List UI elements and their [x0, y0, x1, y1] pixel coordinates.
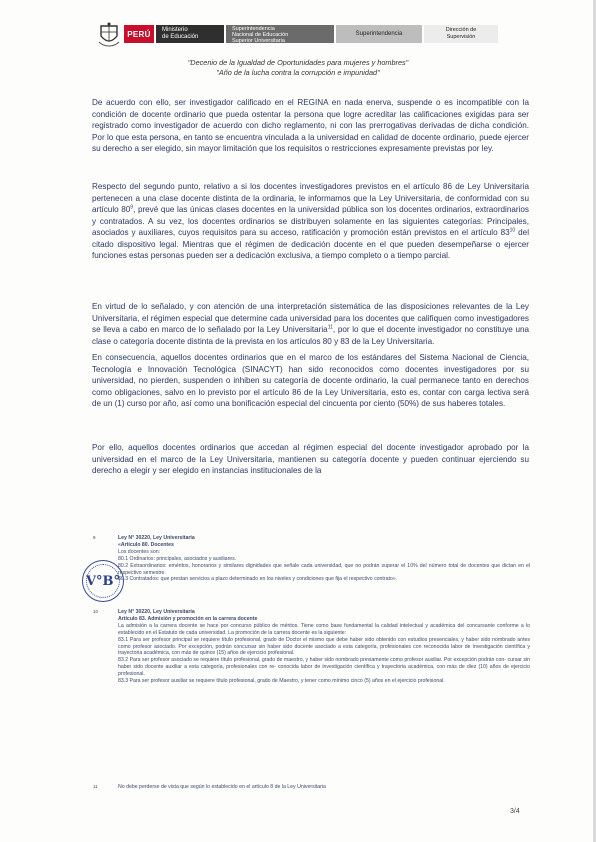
footnote-11-number: 11 [93, 784, 98, 789]
direccion-label: Dirección de Supervisión [424, 25, 498, 43]
sunedu-label: Superintendencia Nacional de Educación Superior Universitaria [226, 25, 334, 43]
footnote-10: Ley N° 30220, Ley Universitaria Artículo 83. Admisión y promoción en la carrera docente La admisión a la carrera docente se hace por concurso público de méritos. Tiene como base fundamental la calidad intelectual y académica del concursante conforme a lo establecido en el Estatuto de cada universidad. La promoción de la carrera docente es la siguiente: 83.1 Para ser profesor principal se requiere título profesional, grado de Doctor el mismo que debe haber sido obtenido con estudios presenciales, y haber sido nombrado antes como profesor asociado. Por excepción, podrán concursar sin haber sido docente asociado a esta categoría, profesionales con reconocida labor de investigación científica y trayectoria académica, con más de quince (15) años de ejercicio profesional. 83.2 Para ser profesor asociado se requiere título profesional, grado de maestro, y haber sido nombrado previamente como profesor auxiliar. Por excepción podrán con- cursar sin haber sido docente auxiliar a esta categoría, profesionales con re- conocida labor de investigación científica y trayectoria académica, con más de diez (10) años de ejercicio profesional. 83.3 Para ser profesor auxiliar se requiere título profesional, grado de Maestro, y tener como mínimo cinco (5) años en el ejercicio profesional. [118, 609, 530, 685]
peru-badge: PERÚ [124, 25, 154, 43]
footnote-ref-10[interactable]: 10 [509, 227, 516, 234]
paragraph-2: Respecto del segundo punto, relativo a si los docentes investigadores previstos en el artículo 86 de Ley Universitaria pertenecen a una clase docente distinta de la ordinaria, le informamos que la Ley Universitaria, de conformidad con su artículo $80^9$, prevé que las únicas clases docentes en la universidad pública son los docentes ordinarios, extraordinarios y contratados. A su vez, los docentes ordinarios se distribuyen solamente en las siguientes categorías: Principales, asociados y auxiliares, cuyos requisitos para su acceso, ratificación y promoción están previstos en el artículo $83^{10}$ del citado dispositivo legal. Mientras que el régimen de dedicación docente en el que pueden desempeñarse o ejercer funciones estas personas pueden ser a dedicación exclusiva, a tiempo completo o a tiempo parcial. [92, 182, 530, 261]
national-crest-icon [97, 22, 121, 48]
paragraph-5: Por ello, aquellos docentes ordinarios que accedan al régimen especial del docente investigador aprobado por la universidad en el marco de la Ley Universitaria, mantienen su categoría docente y pueden continuar ejerciendo su derecho a elegir y ser elegido en instancias institucionales de la [92, 443, 529, 476]
footnote-11: No debe perderse de vista que según lo establecido en el artículo 8 de la Ley Universitaria [118, 784, 326, 790]
motto-year: "Año de la lucha contra la corrupción e impunidad" [216, 68, 380, 77]
footnote-9-number: 9 [93, 535, 96, 540]
stamp-mark: V°B° [85, 573, 121, 589]
footnote-9: Ley N° 30220, Ley Universitaria «Artículo 80. Docentes Los docentes son: 80.1 Ordinarios: principales, asociados y auxiliares. 80.2 Extraordinarios: eméritos, honorarios y similares dignidades que señale cada universidad, que no podrán superar el 10% del número total de docentes que dictan en el respectivo semestre. 80.3 Contratados: que prestan servicios a plazo determinado en los niveles y condiciones que fija el respectivo contrato». [118, 535, 530, 583]
page-number: 3/4 [510, 808, 520, 815]
footnote-ref-9[interactable]: 9 [130, 204, 134, 211]
approval-stamp [82, 560, 124, 602]
motto-decade: "Decenio de la Igualdad de Oportunidades para mujeres y hombres" [187, 58, 409, 67]
footnote-10-number: 10 [93, 609, 99, 614]
paragraph-3: En virtud de lo señalado, y con atención de una interpretación sistemática de las disposiciones relevantes de la Ley Universitaria, el régimen especial que determine cada universidad para los docentes que califiquen como investigadores se lleva a cabo en marco de lo señalado por la Ley Universitaria$^{11}$, por lo que el docente investigador no constituye una clase o categoría docente distinta de la prevista en los artículos 80 y 83 de la Ley Universitaria. [92, 302, 530, 346]
paragraph-4: En consecuencia, aquellos docentes ordinarios que en el marco de los estándares del Sistema Nacional de Ciencia, Tecnología e Innovación Tecnológica (SINACYT) han sido reconocidos como docentes investigadores por su universidad, no pierden, suspenden o inhiben su categoría de docente ordinario, la cual permanece tanto en derechos como obligaciones, salvo en lo previsto por el artículo 86 de la Ley Universitaria, esto es, contar con carga lectiva será de un (1) curso por año, así como una bonificación especial del cincuenta por ciento (50%) de sus haberes totales. [92, 353, 529, 409]
ministry-label: Ministerio de Educación [156, 25, 224, 43]
superintendencia-label: Superintendencia [336, 25, 422, 43]
stamp-ring [86, 564, 120, 598]
footnote-ref-11[interactable]: 11 [327, 324, 333, 331]
paragraph-1: De acuerdo con ello, ser investigador calificado en el REGINA en nada enerva, suspende o es incompatible con la condición de docente ordinario que pueda ostentar la persona que logre acreditar las calificaciones exigidas para ser registrado como investigador de acuerdo con dicho reglamento, ni con las prerrogativas derivadas de dicha condición. Por lo que esta persona, en tanto se encuentra vinculada a la universidad en calidad de docente ordinario, puede ejercer su derecho a ser elegido, sin mayor limitación que los requisitos o restricciones expresamente previstas por ley. [92, 98, 529, 154]
